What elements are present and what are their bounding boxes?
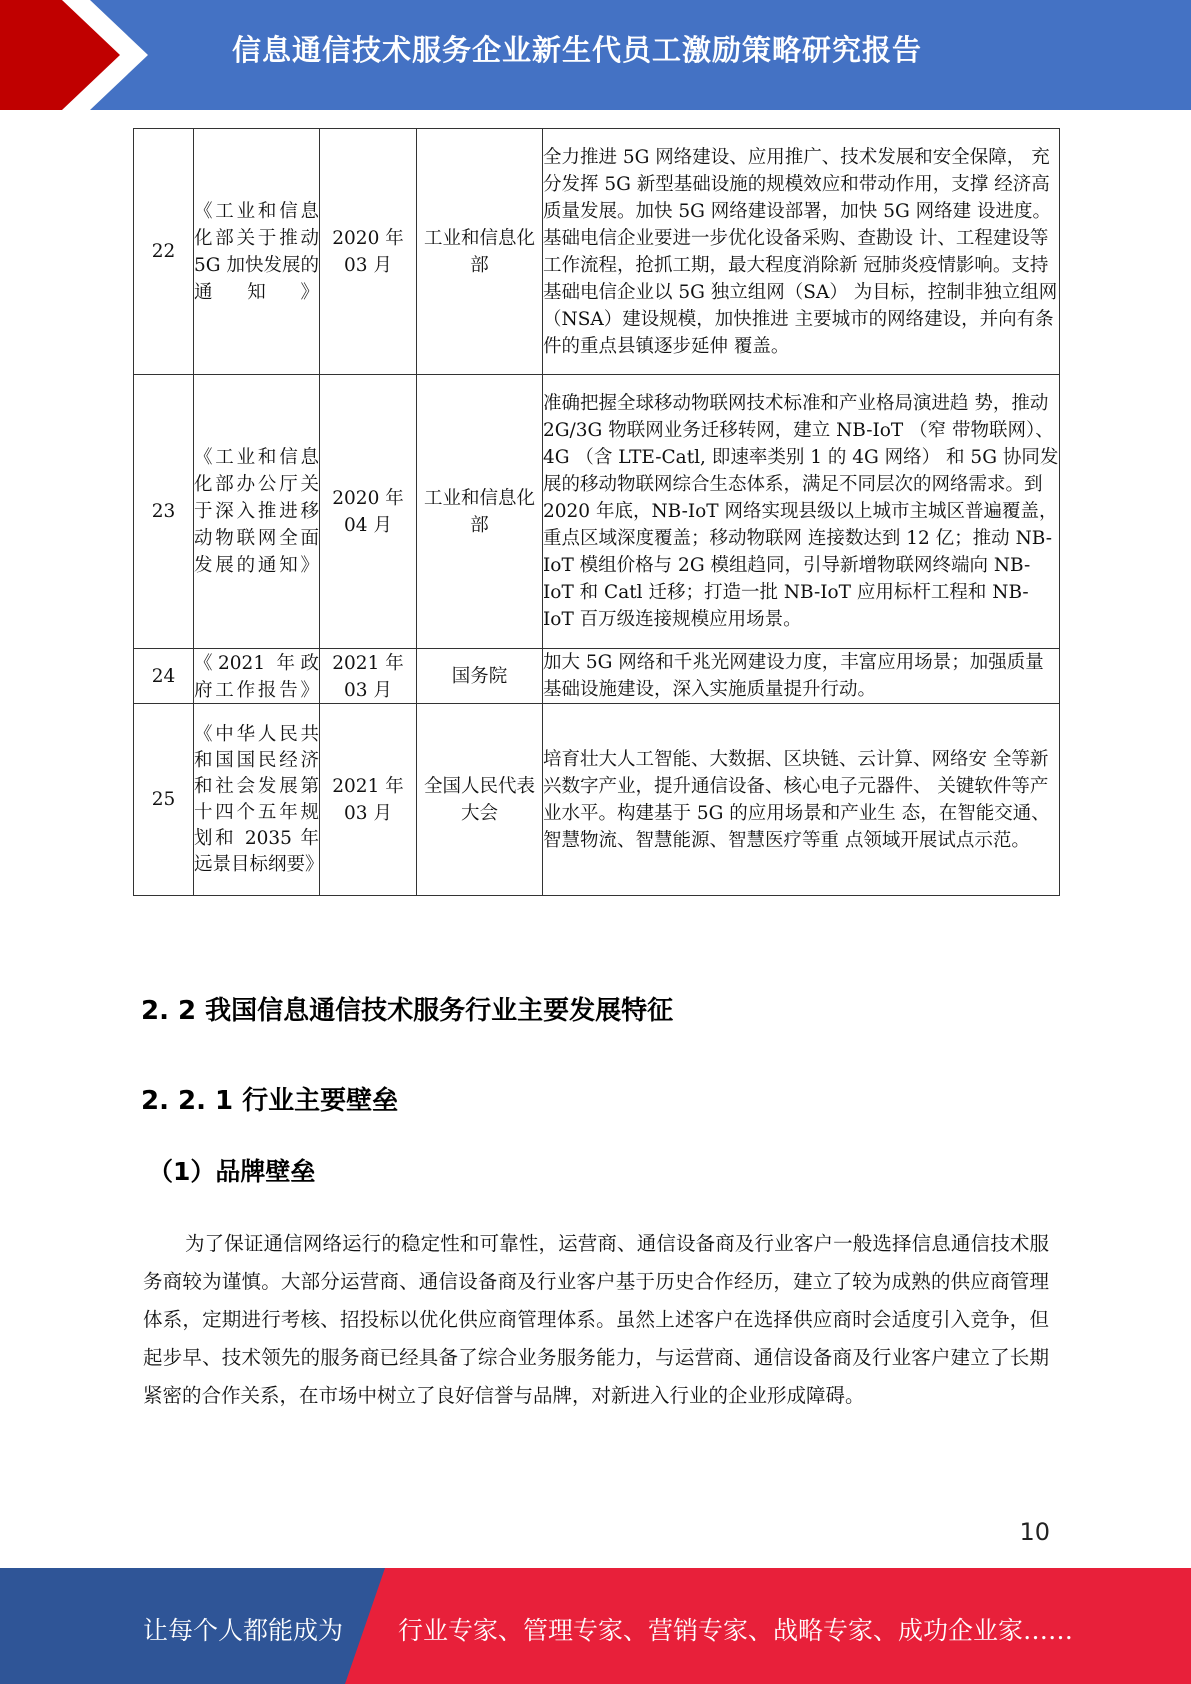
footer-banner xyxy=(0,1568,1191,1684)
policy-date: 2020 年 04 月 xyxy=(320,375,417,649)
policy-date: 2021 年 03 月 xyxy=(332,653,404,701)
policy-content: 加大 5G 网络和千兆光网建设力度，丰富应用场景；加强质量基础设施建设，深入实施质量提升行动。 xyxy=(543,649,1060,704)
table-row xyxy=(134,375,1060,649)
row-number: 22 xyxy=(134,129,194,375)
policy-date: 2021 年 03 月 xyxy=(320,704,417,896)
header-banner xyxy=(0,0,1191,110)
policy-department: 工业和信息化部 xyxy=(417,375,543,649)
subsection-heading: 2. 2. 1 行业主要壁垒 xyxy=(141,1086,399,1116)
policy-name: 《工业和信息化部关于推动 5G 加快发展的通知》 xyxy=(194,129,320,375)
policy-name: 《工业和信息化部办公厅关于深入推进移动物联网全面发展的通知》 xyxy=(194,375,320,649)
table-row xyxy=(134,129,1060,375)
policy-content: 全力推进 5G 网络建设、应用推广、技术发展和安全保障， 充分发挥 5G 新型基础设施的规模效应和带动作用，支撑 经济高质量发展。加快 5G 网络建设部署，加快 5G 网络建 设进度。基础电信企业要进一步优化设备采购、查勘设 计、工程建设等工作流程，抢抓工期，最大程度消除新 冠肺炎疫情影响。支持基础电信企业以 5G 独立组网（SA） 为目标，控制非独立组网（NSA）建设规模，加快推进 主要城市的网络建设，并向有条件的重点县镇逐步延伸 覆盖。 xyxy=(543,129,1060,375)
policy-content: 培育壮大人工智能、大数据、区块链、云计算、网络安 全等新兴数字产业，提升通信设备、核心电子元器件、 关键软件等产业水平。构建基于 5G 的应用场景和产业生 态，在智能交通、智慧物流、智慧能源、智慧医疗等重 点领域开展试点示范。 xyxy=(543,704,1060,896)
report-title: 信息通信技术服务企业新生代员工激励策略研究报告 xyxy=(232,33,923,67)
footer-slogan-right: 行业专家、管理专家、营销专家、战略专家、成功企业家…… xyxy=(398,1616,1074,1645)
policy-table xyxy=(133,128,1060,896)
body-paragraph: 为了保证通信网络运行的稳定性和可靠性，运营商、通信设备商及行业客户一般选择信息通信技术服务商较为谨慎。大部分运营商、通信设备商及行业客户基于历史合作经历，建立了较为成熟的供应商管理体系，定期进行考核、招投标以优化供应商管理体系。虽然上述客户在选择供应商时会适度引入竞争，但起步早、技术领先的服务商已经具备了综合业务服务能力，与运营商、通信设备商及行业客户建立了长期紧密的合作关系，在市场中树立了良好信誉与品牌，对新进入行业的企业形成障碍。 xyxy=(143,1232,1049,1407)
policy-name: 《中华人民共和国国民经济和社会发展第十四个五年规划和 2035 年远景目标纲要》 xyxy=(194,704,320,896)
policy-department: 工业和信息化部 xyxy=(417,129,543,375)
row-number: 25 xyxy=(134,704,194,896)
row-number: 23 xyxy=(134,375,194,649)
policy-name: 《2021 年政府工作报告》 xyxy=(194,653,319,701)
policy-department: 全国人民代表大会 xyxy=(417,704,543,896)
policy-date: 2020 年 03 月 xyxy=(320,129,417,375)
footer-slogan-left: 让每个人都能成为 xyxy=(143,1616,344,1645)
item-heading: （1）品牌壁垒 xyxy=(148,1157,316,1186)
table-row xyxy=(134,704,1060,896)
policy-department: 国务院 xyxy=(417,649,543,704)
row-number: 24 xyxy=(134,649,194,704)
table-row xyxy=(134,649,1060,704)
page-number: 10 xyxy=(1019,1518,1050,1546)
section-heading: 2. 2 我国信息通信技术服务行业主要发展特征 xyxy=(141,996,674,1026)
policy-content: 准确把握全球移动物联网技术标准和产业格局演进趋 势，推动 2G/3G 物联网业务迁移转网，建立 NB-IoT （窄 带物联网）、4G （含 LTE-Catl, 即速率类别 1 的 4G 网络） 和 5G 协同发展的移动物联网综合生态体系，满足不同层次的网络需求。到 2020 年底，NB-IoT 网络实现县级以上城市主城区普遍覆盖，重点区域深度覆盖；移动物联网 连接数达到 12 亿；推动 NB-IoT 模组价格与 2G 模组趋同，引导新增物联网终端向 NB-IoT 和 Catl 迁移；打造一批 NB-IoT 应用标杆工程和 NB-IoT 百万级连接规模应用场景。 xyxy=(543,375,1060,649)
